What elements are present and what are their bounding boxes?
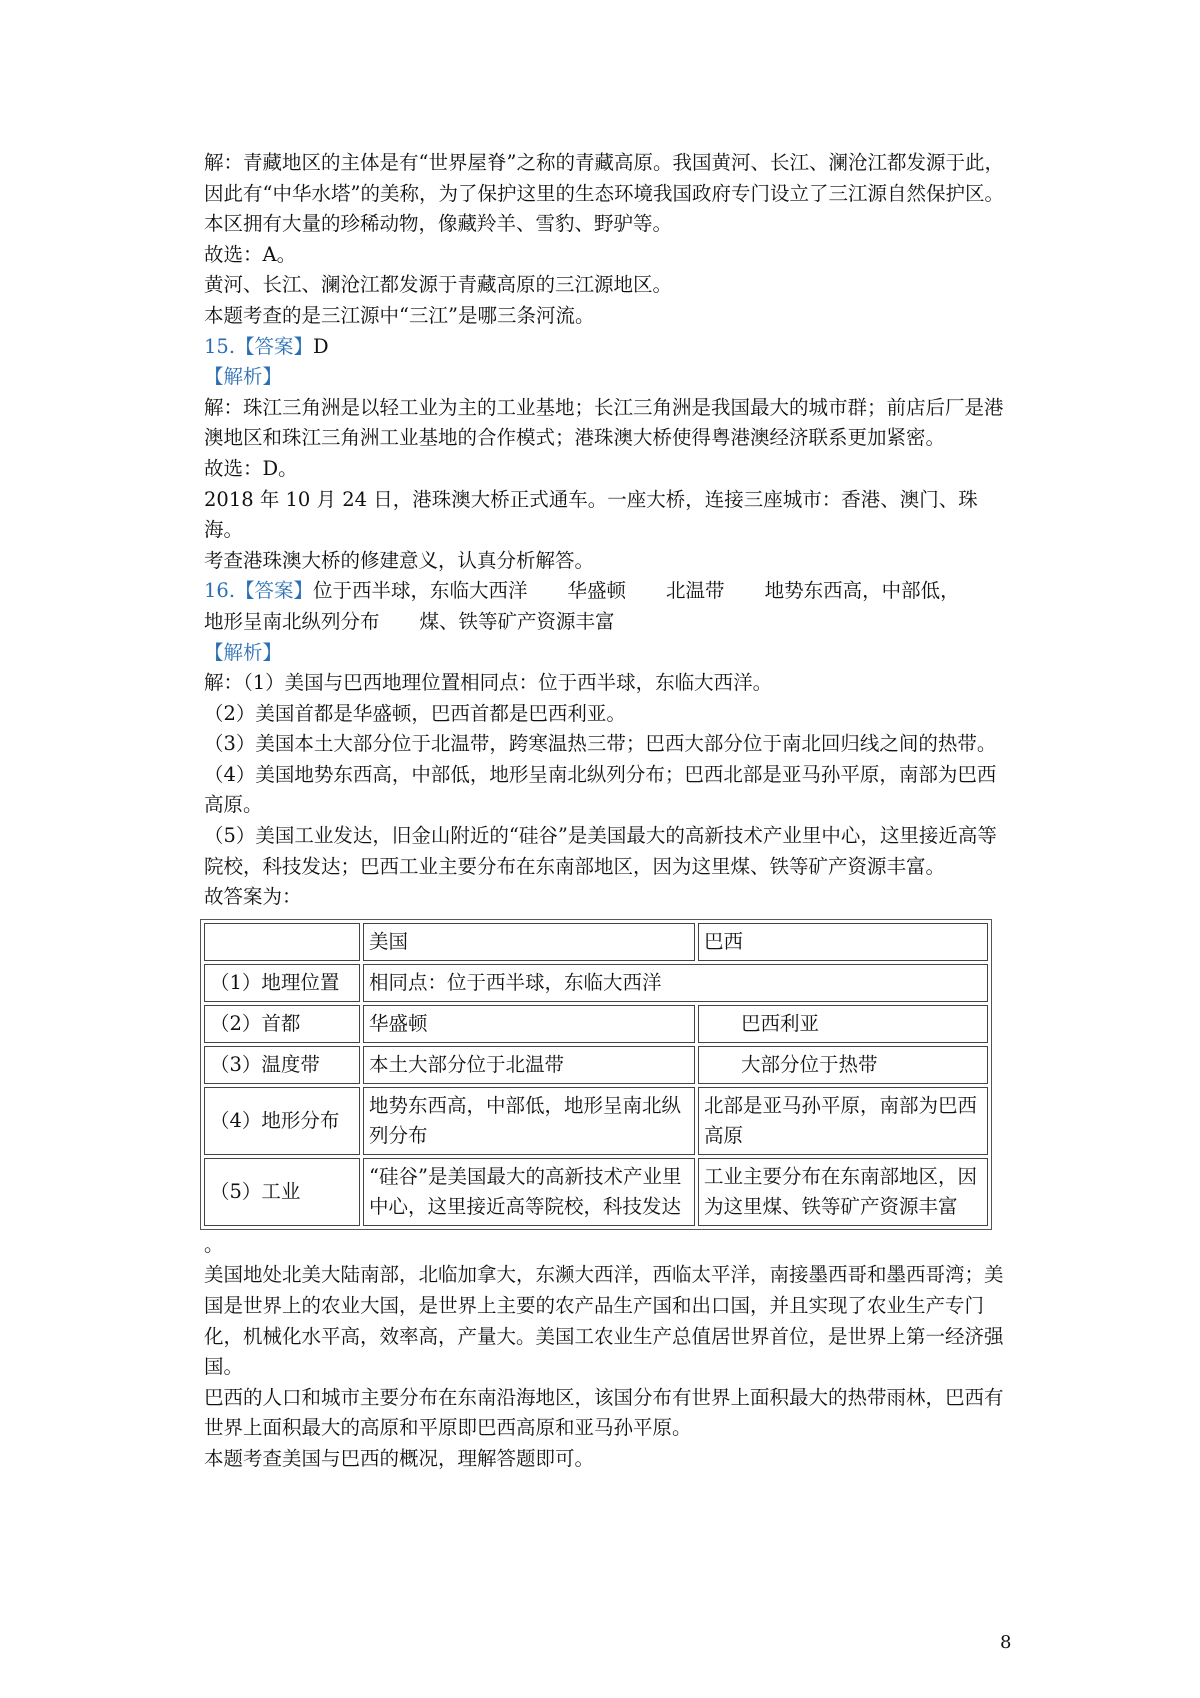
- q15-answer-line: [204, 332, 1010, 363]
- table-row-label: （4）地形分布: [204, 1087, 360, 1155]
- table-row-label: （3）温度带: [204, 1046, 360, 1084]
- q15-label: 15.【答案】: [204, 334, 314, 358]
- table-cell: “硅谷”是美国最大的高新技术产业里中心，这里接近高等院校，科技发达: [363, 1158, 695, 1226]
- paragraph: 故答案为：: [204, 885, 302, 909]
- table-row-label: （2）首都: [204, 1005, 360, 1043]
- paragraph: 故选：D。: [204, 456, 298, 480]
- q16-answer-2: 华盛顿: [567, 579, 627, 603]
- q16-answer-5: 煤、铁等矿产资源丰富: [419, 609, 615, 633]
- q16-label: 16.【答案】: [204, 579, 314, 603]
- paragraph: 考查港珠澳大桥的修建意义，认真分析解答。: [204, 548, 595, 572]
- table-cell: 大部分位于热带: [698, 1046, 988, 1084]
- table-row: [204, 1046, 988, 1084]
- paragraph: 巴西的人口和城市主要分布在东南沿海地区，该国分布有世界上面积最大的热带雨林，巴西有世界上面积最大的高原和平原即巴西高原和亚马孙平原。: [204, 1385, 1004, 1440]
- page-number: 8: [1000, 1632, 1012, 1653]
- paragraph: 。: [204, 1232, 224, 1256]
- document-body: [204, 148, 1010, 1475]
- table-header-cell: 巴西: [698, 923, 988, 961]
- table-header-row: [204, 923, 988, 961]
- table-row: [204, 1005, 988, 1043]
- paragraph: 本题考查的是三江源中“三江”是哪三条河流。: [204, 303, 595, 327]
- paragraph: （2）美国首都是华盛顿，巴西首都是巴西利亚。: [204, 701, 626, 725]
- table-row: [204, 1087, 988, 1155]
- table-header-cell: [204, 923, 360, 961]
- q16-answer-4: 地势东西高，中部低，: [764, 579, 960, 603]
- table-row-label: （5）工业: [204, 1158, 360, 1226]
- paragraph: （3）美国本土大部分位于北温带，跨寒温热三带；巴西大部分位于南北回归线之间的热带。: [204, 732, 997, 756]
- table-cell: 本土大部分位于北温带: [363, 1046, 695, 1084]
- paragraph: 解：（1）美国与巴西地理位置相同点：位于西半球，东临大西洋。: [204, 671, 773, 695]
- q15-analysis-label: 【解析】: [204, 365, 283, 389]
- comparison-table: [200, 919, 992, 1230]
- paragraph: 本题考查美国与巴西的概况，理解答题即可。: [204, 1447, 595, 1470]
- paragraph: （4）美国地势东西高，中部低，地形呈南北纵列分布；巴西北部是亚马孙平原，南部为巴西高原。: [204, 762, 997, 817]
- table-cell: 华盛顿: [363, 1005, 695, 1043]
- table-cell: 相同点：位于西半球，东临大西洋: [363, 964, 988, 1002]
- paragraph: 解：青藏地区的主体是有“世界屋脊”之称的青藏高原。我国黄河、长江、澜沧江都发源于此，因此有“中华水塔”的美称，为了保护这里的生态环境我国政府专门设立了三江源自然保护区。本区拥有大量的珍稀动物，像藏羚羊、雪豹、野驴等。: [204, 151, 1004, 236]
- table-header-cell: 美国: [363, 923, 695, 961]
- table-cell: 地势东西高，中部低，地形呈南北纵列分布: [363, 1087, 695, 1155]
- table-row: [204, 1158, 988, 1226]
- table-cell: 工业主要分布在东南部地区，因为这里煤、铁等矿产资源丰富: [698, 1158, 988, 1226]
- paragraph: （5）美国工业发达，旧金山附近的“硅谷”是美国最大的高新技术产业里中心，这里接近高等院校，科技发达；巴西工业主要分布在东南部地区，因为这里煤、铁等矿产资源丰富。: [204, 824, 997, 878]
- table-row-label: （1）地理位置: [204, 964, 360, 1002]
- table-cell: 巴西利亚: [698, 1005, 988, 1043]
- table-row: [204, 964, 988, 1002]
- paragraph: 黄河、长江、澜沧江都发源于青藏高原的三江源地区。: [204, 273, 673, 297]
- table-cell: 北部是亚马孙平原，南部为巴西高原: [698, 1087, 988, 1155]
- q16-answer-line-2: [204, 607, 1010, 638]
- q16-answer-4b: 地形呈南北纵列分布: [204, 609, 380, 633]
- paragraph: 美国地处北美大陆南部，北临加拿大，东濒大西洋，西临太平洋，南接墨西哥和墨西哥湾；美国是世界上的农业大国，是世界上主要的农产品生产国和出口国，并且实现了农业生产专门化，机械化水平高，效率高，产量大。美国工农业生产总值居世界首位，是世界上第一经济强国。: [204, 1263, 1004, 1379]
- paragraph: 2018 年 10 月 24 日，港珠澳大桥正式通车。一座大桥，连接三座城市：香港、澳门、珠海。: [204, 487, 978, 542]
- paragraph: 故选：A。: [204, 242, 297, 266]
- q16-answer-1: 位于西半球，东临大西洋: [313, 579, 528, 603]
- q16-analysis-label: 【解析】: [204, 640, 283, 664]
- q16-answer-3: 北温带: [666, 579, 725, 603]
- paragraph: 解：珠江三角洲是以轻工业为主的工业基地；长江三角洲是我国最大的城市群；前店后厂是港澳地区和珠江三角洲工业基地的合作模式；港珠澳大桥使得粤港澳经济联系更加紧密。: [204, 395, 1004, 450]
- q16-answer-line: [204, 576, 1010, 607]
- q15-answer: D: [313, 334, 329, 358]
